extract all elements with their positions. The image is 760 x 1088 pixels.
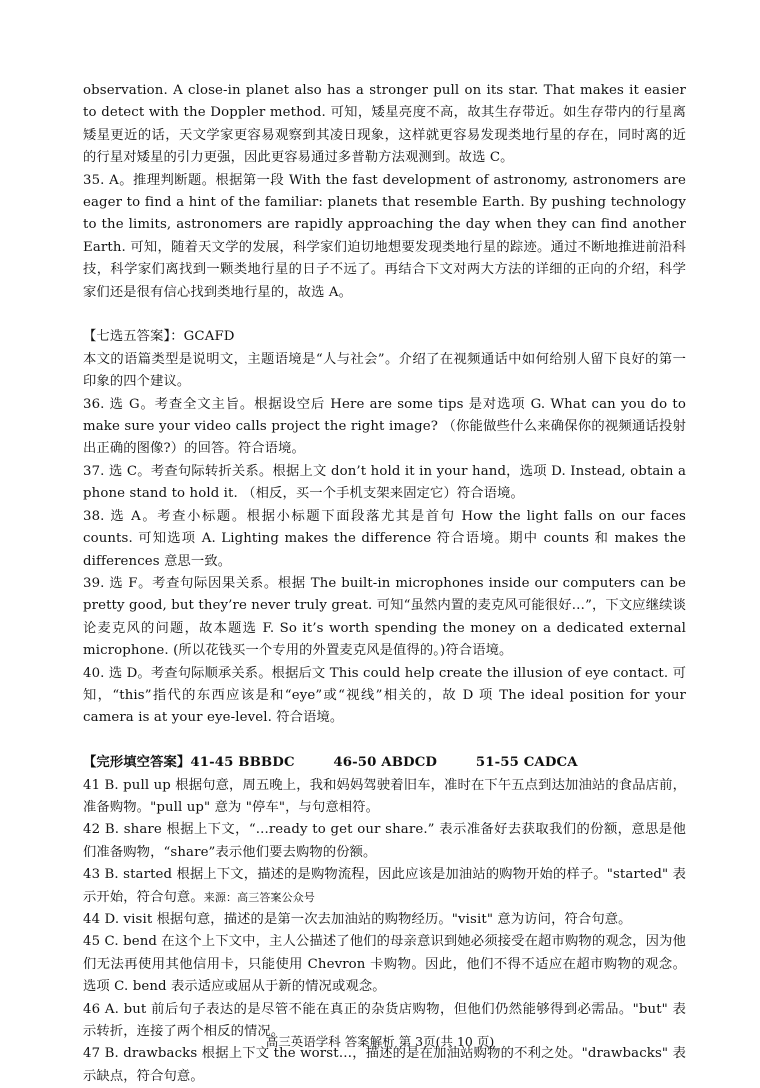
section-header — [83, 752, 686, 774]
answer-item: 39. 选 F。考查句际因果关系。根据 The built-in microphones inside our computers can be pretty good, but they’re never truly great. 可知“虽然内置的麦克风可能很好…”，下文应继续谈论麦克风的问题，故本题选 F. So it’s worth spending the money on a dedicated external microphone. (所以花钱买一个专用的外置麦克风是值得的。)符合语境。 — [83, 575, 686, 659]
answer-item: 45 C. bend 在这个上下文中，主人公描述了他们的母亲意识到她必须接受在超市购物的观念，因为他们无法再使用其他信用卡，只能使用 Chevron 卡购物。因此，他们不得不适应在超市购物的观念。选项 C. bend 表示适应或屈从于新的情况或观念。 — [83, 934, 686, 995]
answer-group: 51-55 CADCA — [475, 755, 578, 771]
paragraph: 35. A。推理判断题。根据第一段 With the fast development of astronomy, astronomers are eager to find a hint of the familiar: planets that resemble Earth. By pushing technology to the limits, astronomers are rapidly approaching the day when they can find another Earth. 可知，随着天文学的发展，科学家们迫切地想要发现类地行星的踪迹。通过不断地推进前沿科技，科学家们离找到一颗类地行星的日子不远了。再结合下文对两大方法的详细的正向的介绍，科学家们还是很有信心找到类地行星的，故选 A。 — [83, 172, 686, 300]
answer-text: 43 B. started 根据上下文，描述的是购物流程，因此应该是加油站的购物开始的样子。"started" 表示开始，符合句意。 — [83, 867, 686, 905]
answer-item: 37. 选 C。考查句际转折关系。根据上文 don’t hold it in your hand，选项 D. Instead, obtain a phone stand to hold it. （相反，买一个手机支架来固定它）符合语境。 — [83, 463, 686, 502]
spacer — [83, 304, 686, 326]
answer-item: 41 B. pull up 根据句意，周五晚上，我和妈妈驾驶着旧车，准时在下午五点到达加油站的食品店前，准备购物。"pull up" 意为 "停车"，与句意相符。 — [83, 777, 686, 815]
answer-item: 44 D. visit 根据句意，描述的是第一次去加油站的购物经历。"visit" 意为访问，符合句意。 — [83, 912, 632, 927]
page-footer: 高三英语学科 答案解析 第 3页(共 10 页) — [265, 1034, 495, 1049]
answer-item: 38. 选 A。考查小标题。根据小标题下面段落尤其是首句 How the light falls on our faces counts. 可知选项 A. Lighting makes the difference 符合语境。期中 counts 和 makes the differences 意思一致。 — [83, 508, 686, 569]
section-header: 【七选五答案】：GCAFD — [83, 329, 235, 345]
answer-item: 47 B. drawbacks 根据上下文 the worst…，描述的是在加油站购物的不利之处。"drawbacks" 表示缺点，符合句意。 — [83, 1046, 686, 1084]
paragraph: observation. A close-in planet also has a stronger pull on its star. That makes it easier to detect with the Doppler method. 可知，矮星亮度不高，故其生存带近。如生存带内的行星离矮星更近的话，天文学家更容易观察到其凌日现象，这样就更容易发现类地行星的存在，同时离的近的行星对矮星的引力更强，因此更容易通过多普勒方法观测到。故选 C。 — [83, 83, 686, 166]
answer-item: 42 B. share 根据上下文，“...ready to get our share.” 表示准备好去获取我们的份额，意思是他们准备购物，“share”表示他们要去购物的份额。 — [83, 822, 686, 860]
answer-group: 46-50 ABDCD — [333, 755, 438, 771]
source-note: 来源：高三答案公众号 — [203, 890, 315, 904]
answer-group: 【完形填空答案】41-45 BBBDC — [83, 755, 295, 771]
answer-item: 40. 选 D。考查句际顺承关系。根据后文 This could help create the illusion of eye contact. 可知，“this”指代的东西应该是和“eye”或“视线”相关的，故 D 项 The ideal position for your camera is at your eye-level. 符合语境。 — [83, 665, 686, 726]
answer-item: 36. 选 G。考查全文主旨。根据设空后 Here are some tips 是对选项 G. What can you do to make sure your video calls project the right image? （你能做些什么来确保你的视频通话投射出正确的图像?）的回答。符合语境。 — [83, 396, 686, 457]
spacer — [83, 730, 686, 752]
paragraph: 本文的语篇类型是说明文，主题语境是“人与社会”。介绍了在视频通话中如何给别人留下良好的第一印象的四个建议。 — [83, 351, 686, 390]
answer-item: 46 A. but 前后句子表达的是尽管不能在真正的杂货店购物，但他们仍然能够得到必需品。"but" 表示转折，连接了两个相反的情况。 — [83, 1001, 686, 1040]
answer-item — [83, 864, 686, 909]
